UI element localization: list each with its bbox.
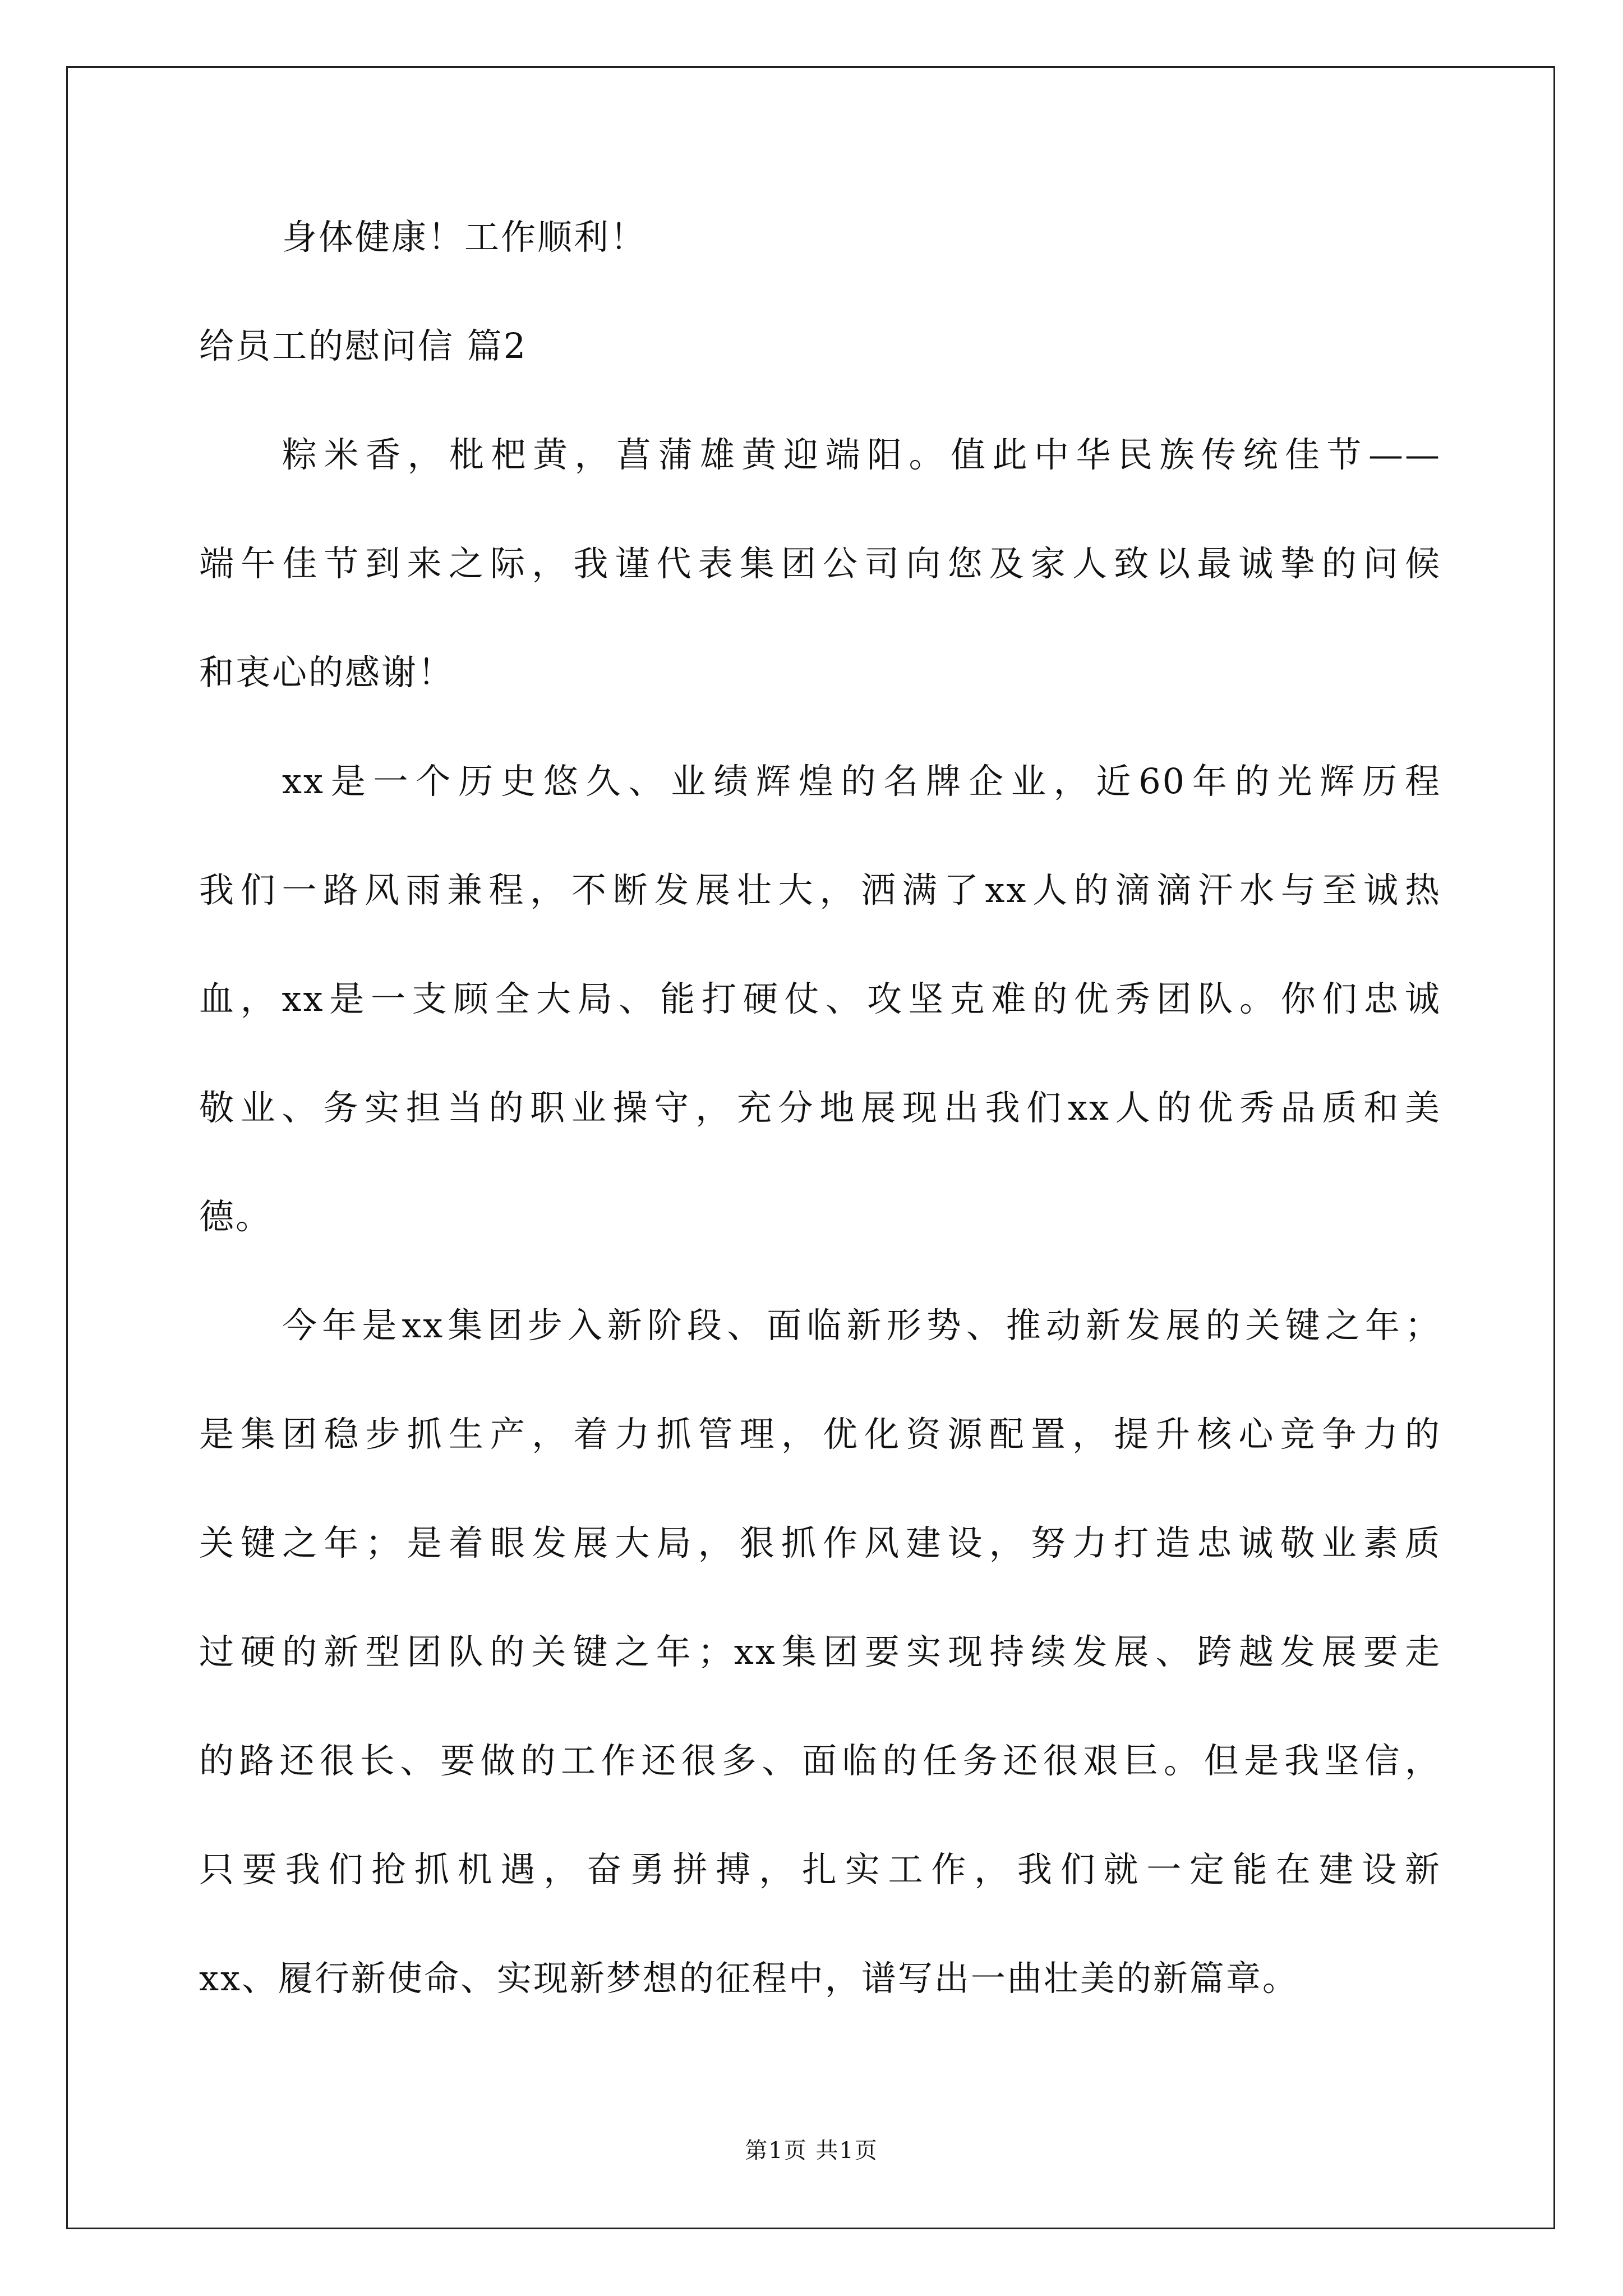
paragraph-3-line-3: 关键之年；是着眼发展大局，狠抓作风建设，努力打造忠诚敬业素质: [199, 1522, 1441, 1563]
paragraph-2-line-3: 血，xx是一支顾全大局、能打硬仗、攻坚克难的优秀团队。你们忠诚: [199, 978, 1441, 1019]
paragraph-1-line-1: 粽米香，枇杷黄，菖蒲雄黄迎端阳。值此中华民族传统佳节——: [282, 434, 1441, 475]
paragraph-3-line-5: 的路还很长、要做的工作还很多、面临的任务还很艰巨。但是我坚信，: [199, 1740, 1441, 1781]
paragraph-3-line-1: 今年是xx集团步入新阶段、面临新形势、推动新发展的关键之年；: [282, 1305, 1441, 1346]
paragraph-3-line-6: 只要我们抢抓机遇，奋勇拼搏，扎实工作，我们就一定能在建设新: [199, 1849, 1441, 1890]
paragraph-3-line-4: 过硬的新型团队的关键之年；xx集团要实现持续发展、跨越发展要走: [199, 1631, 1441, 1672]
paragraph-3-line-7: xx、履行新使命、实现新梦想的征程中，谱写出一曲壮美的新篇章。: [199, 1958, 1299, 1999]
paragraph-1-line-2: 端午佳节到来之际，我谨代表集团公司向您及家人致以最诚挚的问候: [199, 543, 1441, 584]
paragraph-1-line-3: 和衷心的感谢！: [199, 652, 455, 693]
paragraph-3-line-2: 是集团稳步抓生产，着力抓管理，优化资源配置，提升核心竞争力的: [199, 1414, 1441, 1455]
paragraph-2-line-5: 德。: [199, 1196, 273, 1237]
closing-wish: 身体健康！工作顺利！: [282, 217, 647, 257]
paragraph-2-line-4: 敬业、务实担当的职业操守，充分地展现出我们xx人的优秀品质和美: [199, 1087, 1441, 1128]
paragraph-2-line-1: xx是一个历史悠久、业绩辉煌的名牌企业，近60年的光辉历程: [282, 761, 1441, 802]
paragraph-2-line-2: 我们一路风雨兼程，不断发展壮大，洒满了xx人的滴滴汗水与至诚热: [199, 869, 1441, 910]
section-title: 给员工的慰问信 篇2: [199, 325, 528, 366]
document-body: [199, 219, 1441, 1997]
page-number-footer: 第1页 共1页: [745, 2138, 878, 2164]
